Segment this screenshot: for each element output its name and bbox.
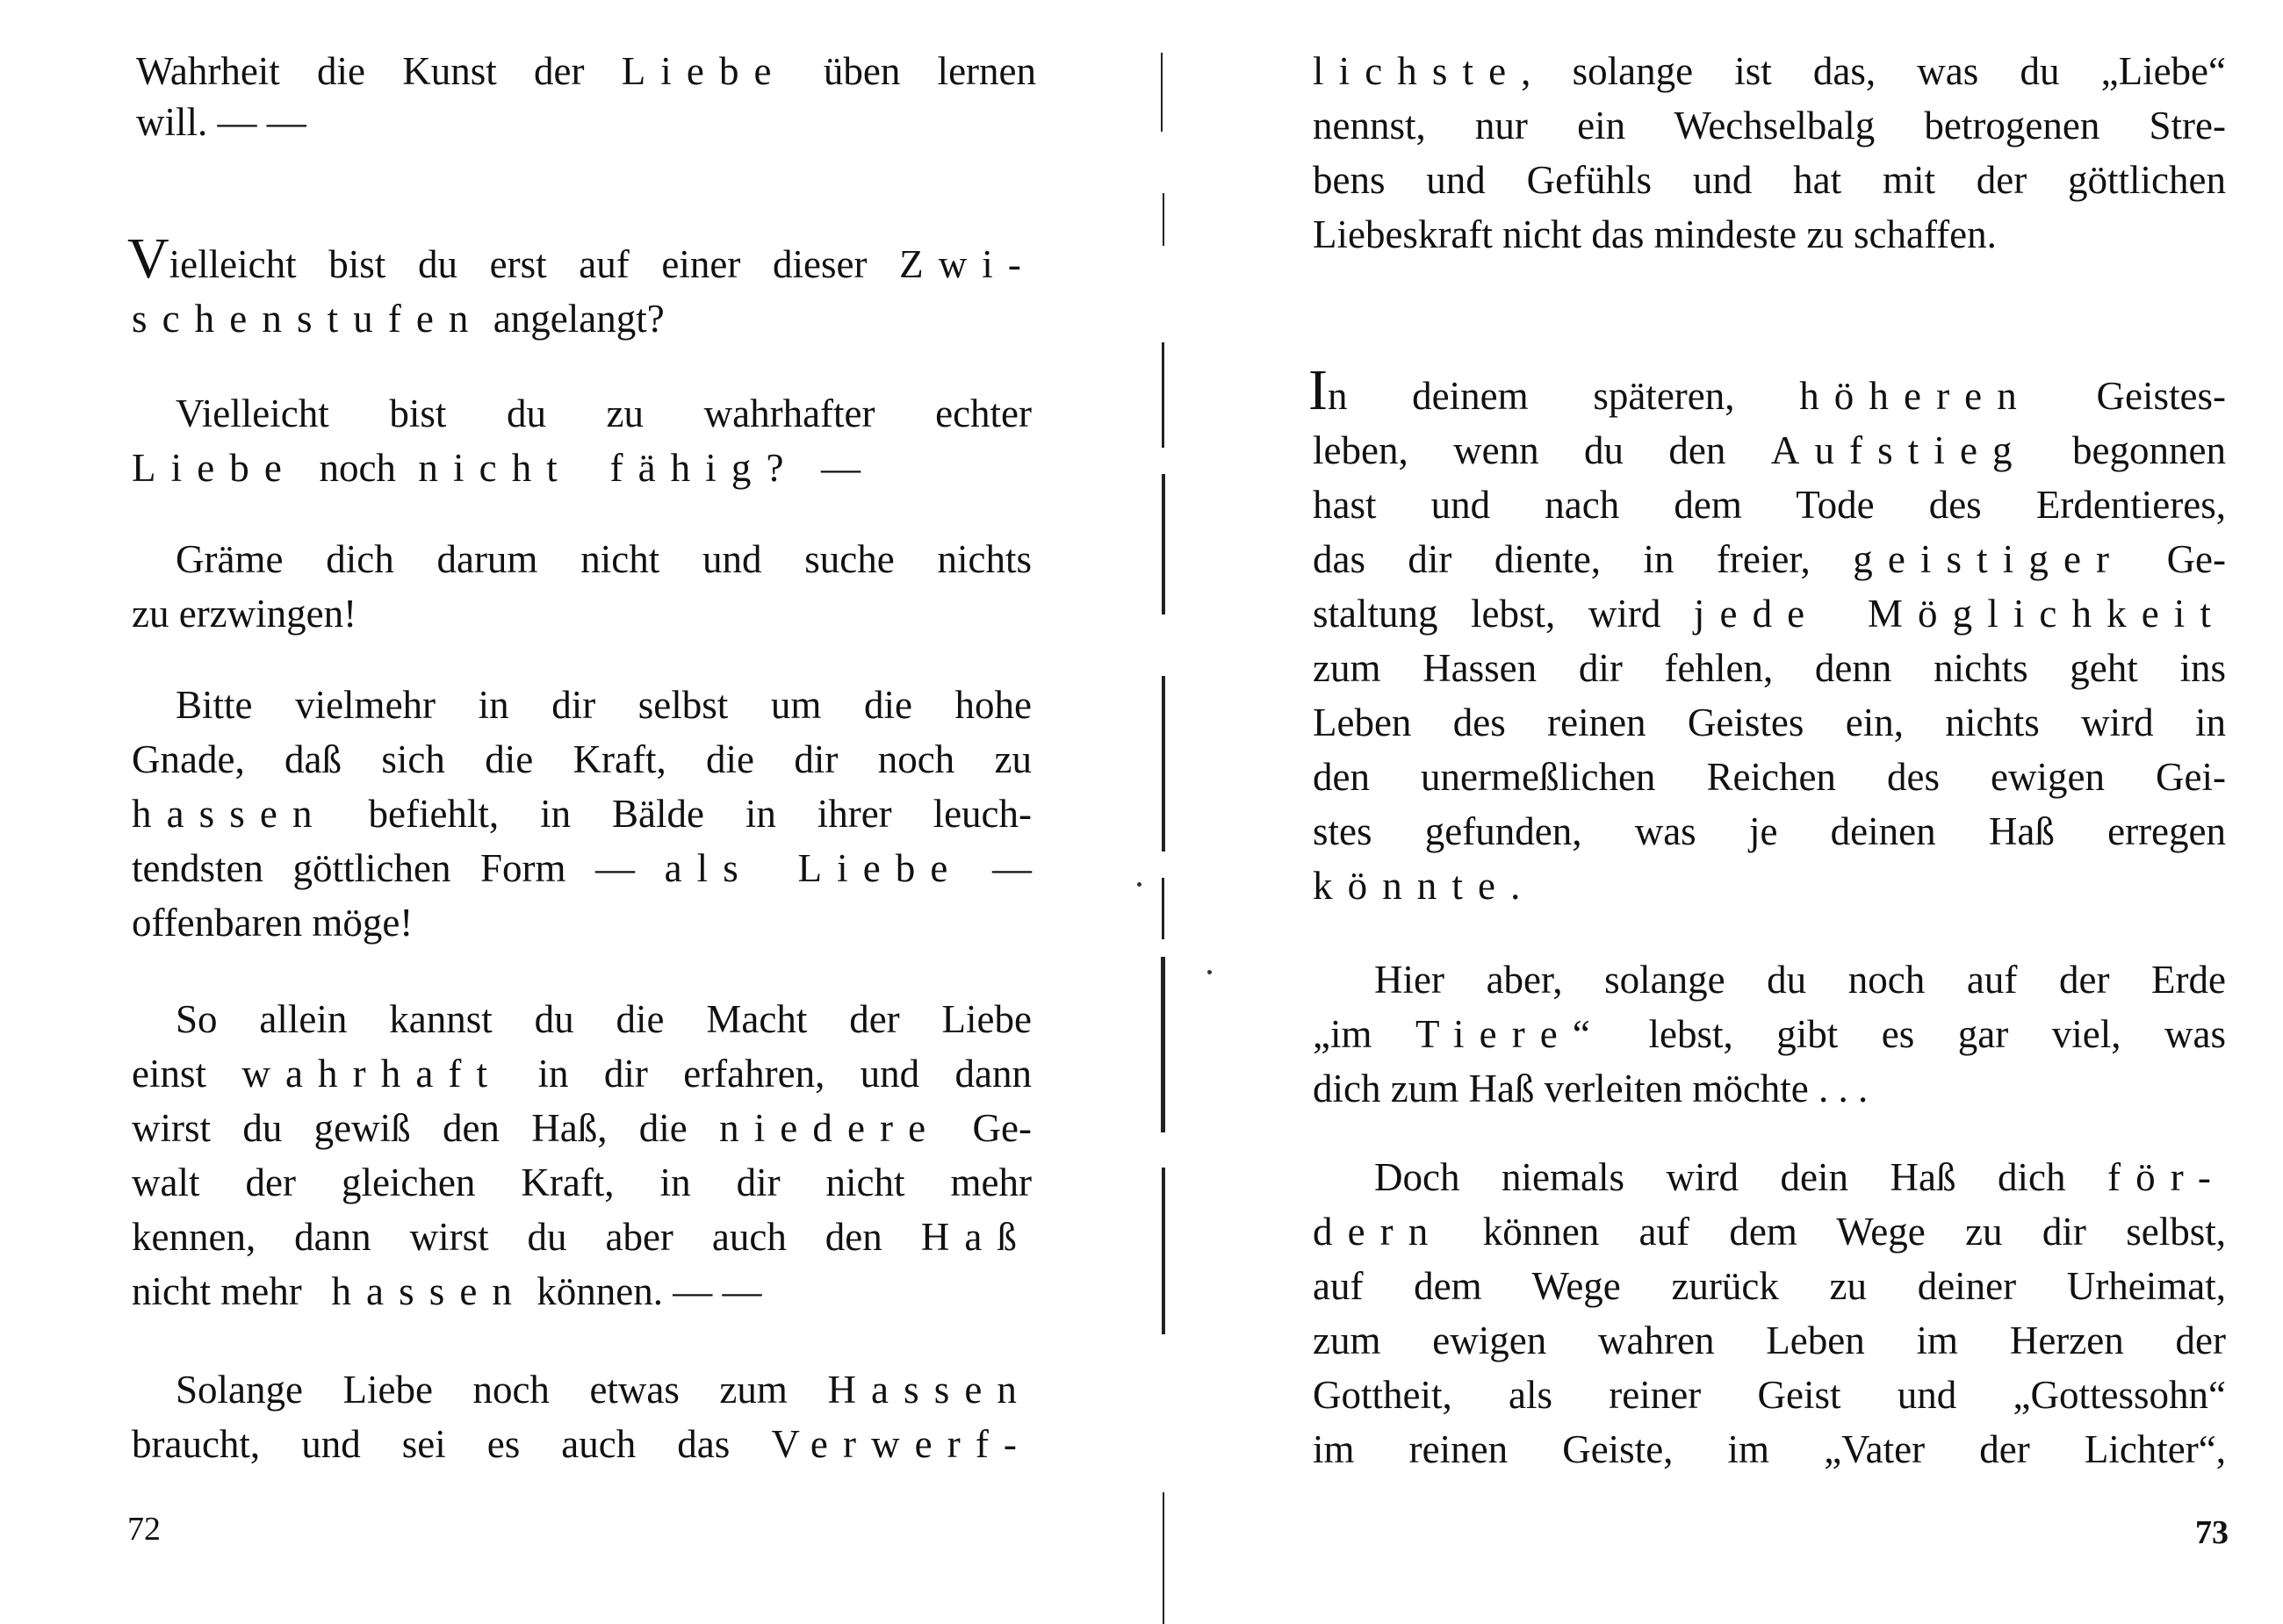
text-line: Hier aber, solange du noch auf der Erde bbox=[1374, 958, 2226, 1002]
text-line: das dir diente, in freier, geistiger Ge- bbox=[1313, 537, 2227, 581]
text-line: auf dem Wege zurück zu deiner Urheimat, bbox=[1313, 1264, 2226, 1308]
text-line: So allein kannst du die Macht der Liebe bbox=[176, 997, 1032, 1041]
page-number: 72 bbox=[127, 1511, 161, 1548]
page-gutter bbox=[1159, 53, 1166, 1624]
text-line: braucht, und sei es auch das Verwerf- bbox=[132, 1422, 1033, 1466]
text-line: Solange Liebe noch etwas zum Hassen bbox=[176, 1368, 1033, 1412]
text-line: könnte. bbox=[1313, 864, 1521, 908]
text-line: schenstufen angelangt? bbox=[132, 297, 665, 341]
text-line: Vielleicht bist du erst auf einer dieser Zwi- bbox=[127, 226, 1036, 291]
text-line: Leben des reinen Geistes ein, nichts wird in bbox=[1313, 701, 2226, 744]
text-line: Gräme dich darum nicht und suche nichts bbox=[176, 537, 1032, 581]
drop-capital: I bbox=[1308, 358, 1328, 422]
text-line: dern können auf dem Wege zu dir selbst, bbox=[1313, 1210, 2226, 1254]
text-line: Bitte vielmehr in dir selbst um die hohe bbox=[176, 683, 1032, 727]
text-line: Gottheit, als reiner Geist und „Gottessohn“ bbox=[1313, 1373, 2226, 1417]
text-line: In deinem späteren, höheren Geistes- bbox=[1308, 358, 2227, 422]
text-line: zum ewigen wahren Leben im Herzen der bbox=[1313, 1319, 2226, 1362]
text-line: stes gefunden, was je deinen Haß erregen bbox=[1313, 809, 2226, 853]
text-line: zu erzwingen! bbox=[132, 592, 357, 636]
text-line: dich zum Haß verleiten möchte . . . bbox=[1313, 1067, 1869, 1110]
text-line: hast und nach dem Tode des Erdentieres, bbox=[1313, 483, 2226, 527]
text-line: „im Tiere“ lebst, gibt es gar viel, was bbox=[1313, 1012, 2227, 1056]
text-line: Wahrheit die Kunst der Liebe üben lernen bbox=[136, 49, 1036, 93]
text-line: einst wahrhaft in dir erfahren, und dann bbox=[132, 1052, 1033, 1096]
text-line: wirst du gewiß den Haß, die niedere Ge- bbox=[132, 1106, 1032, 1150]
text-line: den unermeßlichen Reichen des ewigen Gei- bbox=[1313, 755, 2226, 799]
text-line: Vielleicht bist du zu wahrhafter echter bbox=[176, 392, 1032, 435]
print-speck bbox=[1137, 882, 1142, 887]
text-line: tendsten göttlichen Form — als Liebe — bbox=[132, 846, 1033, 890]
text-line: kennen, dann wirst du aber auch den Haß bbox=[132, 1215, 1033, 1259]
text-line: Liebe noch nicht fähig? — bbox=[132, 446, 861, 490]
text-line: offenbaren möge! bbox=[132, 901, 414, 945]
text-line: bens und Gefühls und hat mit der göttlichen bbox=[1313, 158, 2226, 202]
text-line: Gnade, daß sich die Kraft, die dir noch zu bbox=[132, 737, 1032, 781]
text-line: im reinen Geiste, im „Vater der Lichter“, bbox=[1313, 1427, 2226, 1471]
text-line: nicht mehr hassen können. — — bbox=[132, 1269, 762, 1313]
text-line: staltung lebst, wird jede Möglichkeit bbox=[1313, 592, 2226, 636]
right-page bbox=[1177, 0, 2283, 1624]
text-line: walt der gleichen Kraft, in dir nicht mehr bbox=[132, 1161, 1032, 1204]
text-line: will. — — bbox=[136, 100, 306, 144]
page-number: 73 bbox=[2195, 1514, 2229, 1551]
text-line: hassen befiehlt, in Bälde in ihrer leuch- bbox=[132, 792, 1033, 836]
drop-capital: V bbox=[127, 226, 169, 291]
text-line: Doch niemals wird dein Haß dich för- bbox=[1374, 1155, 2226, 1199]
text-line: zum Hassen dir fehlen, denn nichts geht ins bbox=[1313, 646, 2226, 690]
text-line: leben, wenn du den Aufstieg begonnen bbox=[1313, 428, 2226, 472]
text-line: lichste, solange ist das, was du „Liebe“ bbox=[1313, 49, 2226, 93]
text-line: nennst, nur ein Wechselbalg betrogenen Stre- bbox=[1313, 104, 2226, 147]
text-line: Liebeskraft nicht das mindeste zu schaffen. bbox=[1313, 212, 1997, 256]
